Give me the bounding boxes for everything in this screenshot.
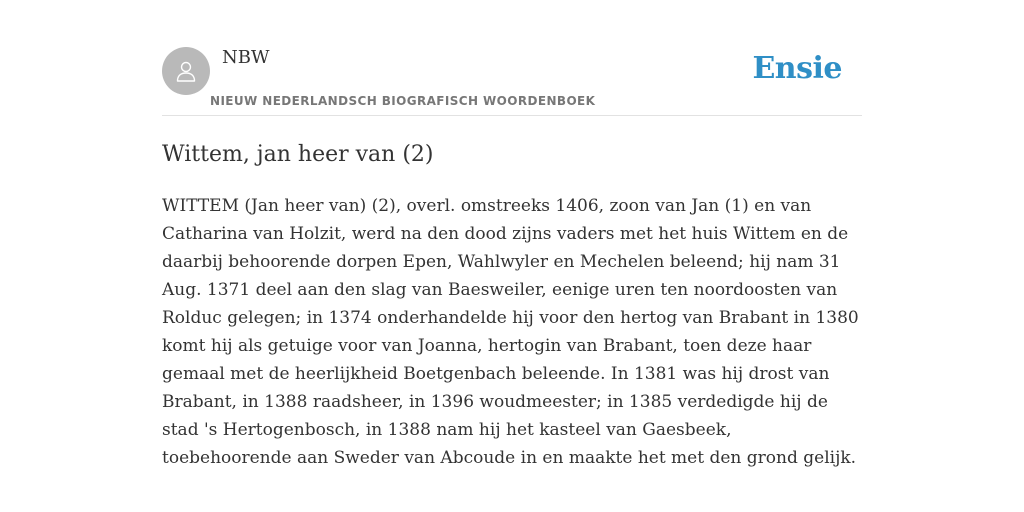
article-title: Wittem, jan heer van (2): [162, 142, 434, 167]
site-name[interactable]: NBW: [222, 47, 270, 68]
header-divider: [162, 115, 862, 116]
article-body: WITTEM (Jan heer van) (2), overl. omstreeks 1406, zoon van Jan (1) en van Catharina van Holzit, werd na den dood zijns vaders met het huis Wittem en de daarbij behoorende dorpen Epen, Wahlwyler en Mechelen beleend; hij nam 31 Aug. 1371 deel aan den slag van Baesweiler, eenige uren ten noordoosten van Rolduc gelegen; in 1374 onderhandelde hij voor den hertog van Brabant in 1380 komt hij als getuige voor van Joanna, hertogin van Brabant, toen deze haar gemaal met de heerlijkheid Boetgenbach beleende. In 1381 was hij drost van Brabant, in 1388 raadsheer, in 1396 woudmeester; in 1385 verdedigde hij de stad 's Hertogenbosch, in 1388 nam hij het kasteel van Gaesbeek, toebehoorende aan Sweder van Abcoude in en maakte het met den grond gelijk.: [162, 196, 859, 468]
user-avatar-icon[interactable]: [162, 47, 210, 95]
article-card: [162, 0, 862, 512]
brand-logo[interactable]: Ensie: [752, 51, 842, 86]
site-subtitle: NIEUW NEDERLANDSCH BIOGRAFISCH WOORDENBOEK: [210, 94, 596, 108]
